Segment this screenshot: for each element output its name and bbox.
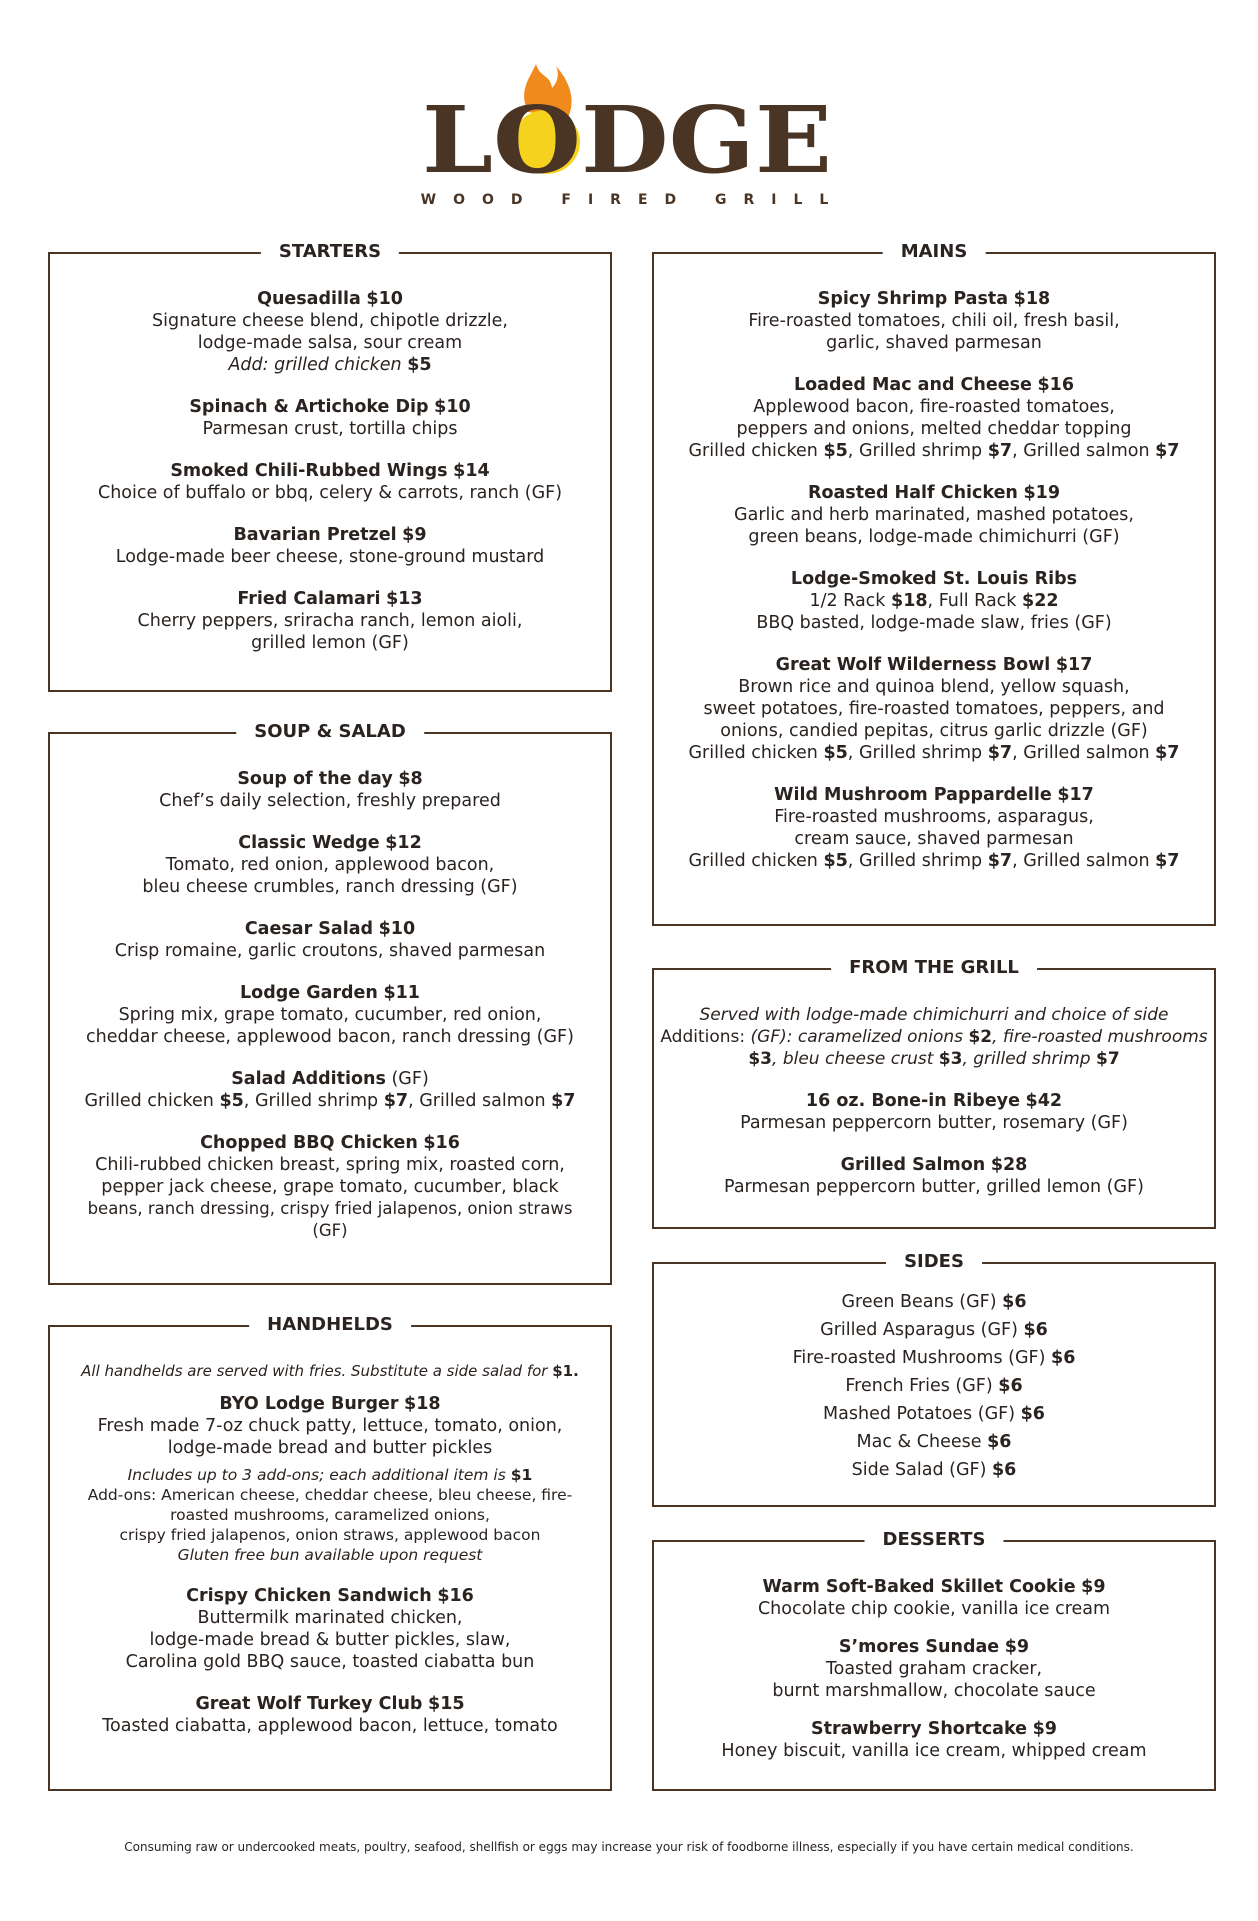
addon-label: Add: grilled chicken [228,355,402,375]
item-name: Chopped BBQ Chicken [200,1133,418,1153]
brand-tagline: WOOD FIRED GRILL [420,192,846,208]
addon-price: $5 [823,743,848,763]
side-price: $6 [987,1432,1012,1452]
item-description: burnt marshmallow, chocolate sauce [772,1681,1096,1701]
item-price: $13 [386,589,423,609]
menu-item [50,1393,610,1565]
item-description: Fresh made 7-oz chuck patty, lettuce, tomato, onion, [97,1416,563,1436]
menu-item [50,1132,610,1242]
item-description: Parmesan peppercorn butter, rosemary (GF) [740,1113,1128,1133]
item-price: $16 [1037,375,1074,395]
addon-name: Grilled chicken [688,851,818,871]
rack-price: $18 [891,591,928,611]
item-description: Chili-rubbed chicken breast, spring mix, roasted corn, [95,1155,565,1175]
item-description: pepper jack cheese, grape tomato, cucumber, black [101,1177,559,1197]
protein-addons: Grilled chicken $5, Grilled shrimp $7, Grilled salmon $7 [84,1091,576,1111]
item-name: Spicy Shrimp Pasta [817,289,1009,309]
item-name-line [654,1154,1214,1176]
item-name: Quesadilla [257,289,361,309]
item-description: Toasted graham cracker, [825,1659,1043,1679]
item-description: Fire-roasted tomatoes, chili oil, fresh basil, [748,311,1120,331]
addon-name: Grilled chicken [688,743,818,763]
section-title: FROM THE GRILL [831,957,1037,978]
side-price: $6 [998,1376,1023,1396]
item-addon [50,354,610,376]
lodge-logo-icon [410,60,850,190]
section-title: HANDHELDS [249,1314,411,1335]
item-description: garlic, shaved parmesan [826,333,1042,353]
menu-item [50,1068,610,1112]
item-description: Buttermilk marinated chicken, [197,1608,463,1628]
item-price: $17 [1055,655,1093,675]
addon-price: $7 [987,441,1013,461]
side-name: Side Salad (GF) [851,1460,987,1480]
item-name: Bavarian Pretzel [233,525,397,545]
note-price: $1. [552,1362,579,1380]
menu-item [50,918,610,962]
menu-item [50,588,610,654]
item-name-line [654,1576,1214,1598]
item-description: Spring mix, grape tomato, cucumber, red onion, [118,1005,542,1025]
item-price: $19 [1023,483,1060,503]
item-price: $9 [1004,1637,1030,1657]
item-name-line [50,768,610,790]
item-description: BBQ basted, lodge-made slaw, fries (GF) [756,613,1112,633]
item-name-line [654,1090,1214,1112]
grill-notes [654,1004,1214,1070]
item-name: Roasted Half Chicken [807,483,1018,503]
mains-section [652,241,1216,926]
item-description: beans, ranch dressing, crispy fried jalapenos, onion straws [87,1199,573,1218]
addon-price: $7 [551,1091,576,1111]
side-item [654,1428,1214,1456]
item-description: lodge-made bread and butter pickles [167,1438,493,1458]
sides-list [654,1288,1214,1484]
item-description: bleu cheese crumbles, ranch dressing (GF) [142,877,518,897]
item-name: Lodge-Smoked St. Louis Ribs [790,569,1078,589]
served-with: Served with lodge-made chimichurri and choice of side [699,1005,1169,1025]
menu-item [50,460,610,504]
item-price: $28 [990,1155,1028,1175]
item-name: S’mores Sundae [838,1637,1000,1657]
addons-line: Add-ons: American cheese, cheddar cheese, bleu cheese, fire- [87,1486,573,1504]
addon-price: $5 [823,851,848,871]
item-description: grilled lemon (GF) [251,633,409,653]
item-name-line [50,1693,610,1715]
menu-item [654,654,1214,764]
item-name-line [50,288,610,310]
item-price: $9 [1081,1577,1106,1597]
item-price: $8 [398,769,423,789]
item-description: peppers and onions, melted cheddar topping [736,419,1132,439]
item-description: sweet potatoes, fire-roasted tomatoes, peppers, and [703,699,1165,719]
item-name: Crispy Chicken Sandwich [186,1586,432,1606]
item-description: lodge-made salsa, sour cream [197,333,463,353]
side-name: Grilled Asparagus (GF) [820,1320,1018,1340]
rack-price: $22 [1022,591,1059,611]
addon-name: Grilled salmon [419,1091,546,1111]
item-description: Parmesan peppercorn butter, grilled lemon (GF) [724,1177,1144,1197]
item-description: Tomato, red onion, applewood bacon, [165,855,495,875]
addition-name: (GF): caramelized onions [750,1027,964,1047]
section-title: STARTERS [261,241,399,262]
item-name-line [654,654,1214,676]
section-title: MAINS [883,241,986,262]
sides-section [652,1251,1216,1507]
item-price: $10 [366,289,403,309]
item-name-line [50,982,610,1004]
addon-price: $7 [383,1091,409,1111]
menu-item [654,1636,1214,1702]
menu-item [50,288,610,376]
item-name-line [654,482,1214,504]
addition-price: $3 [938,1049,963,1069]
addon-price: $7 [987,851,1013,871]
side-item [654,1400,1214,1428]
menu-item [50,1693,610,1737]
addon-price: $7 [987,743,1013,763]
addon-name: Grilled salmon [1023,743,1150,763]
addon-name: Grilled shrimp [858,743,983,763]
item-name: Caesar Salad [244,919,374,939]
menu-item [654,1718,1214,1762]
side-item [654,1344,1214,1372]
item-price: $10 [434,397,471,417]
handhelds-note [50,1361,610,1381]
item-price: $9 [402,525,427,545]
mains-list [654,288,1214,872]
item-name: Fried Calamari [237,589,381,609]
item-name-line [50,1585,610,1607]
item-name: Smoked Chili-Rubbed Wings [170,461,448,481]
addon-name: Grilled salmon [1023,851,1150,871]
item-name-line [654,568,1214,590]
side-name: Fire-roasted Mushrooms (GF) [792,1348,1046,1368]
item-description: Cherry peppers, sriracha ranch, lemon aioli, [137,611,523,631]
addon-price: $5 [823,441,848,461]
note-text: All handhelds are served with fries. Substitute a side salad for [81,1362,548,1380]
item-description: Brown rice and quinoa blend, yellow squash, [738,677,1130,697]
item-description: Honey biscuit, vanilla ice cream, whipped cream [721,1741,1147,1761]
item-name: Salad Additions [231,1069,386,1089]
item-name-line [654,784,1214,806]
item-price: $15 [428,1694,465,1714]
menu-item [654,482,1214,548]
item-price: $10 [378,919,416,939]
item-name: Wild Mushroom Pappardelle [774,785,1052,805]
addon-price: $7 [1155,441,1180,461]
item-name-line [50,396,610,418]
addon-price: $7 [1155,851,1180,871]
side-price: $6 [1051,1348,1076,1368]
item-price: $9 [1032,1719,1057,1739]
item-description: Applewood bacon, fire-roasted tomatoes, [753,397,1115,417]
addon-price: $5 [219,1091,244,1111]
menu-item [50,768,610,812]
item-name-line [654,288,1214,310]
menu-item [654,288,1214,354]
side-name: French Fries (GF) [845,1376,993,1396]
footer-disclaimer: Consuming raw or undercooked meats, poultry, seafood, shellfish or eggs may increase your risk of foodborne illness, especially if you have certain medical conditions. [124,1840,1134,1854]
menu-item [654,1154,1214,1198]
side-price: $6 [1020,1404,1045,1424]
menu-item [654,1090,1214,1134]
protein-addons: Grilled chicken $5, Grilled shrimp $7, Grilled salmon $7 [688,441,1180,461]
item-name: Classic Wedge [238,833,380,853]
menu-item [50,832,610,898]
item-name-line [654,1718,1214,1740]
addon-name: Grilled shrimp [858,441,983,461]
item-name: Spinach & Artichoke Dip [189,397,429,417]
side-item [654,1456,1214,1484]
item-description: Chocolate chip cookie, vanilla ice cream [757,1599,1111,1619]
section-title: SIDES [886,1251,982,1272]
item-price: $42 [1025,1091,1063,1111]
addon-price: $7 [1155,743,1180,763]
includes-text: Includes up to 3 add-ons; each additional item is [127,1466,506,1484]
starters-list [50,288,610,654]
menu-item [654,568,1214,634]
item-description: Chef’s daily selection, freshly prepared [159,791,501,811]
item-name: Grilled Salmon [840,1155,986,1175]
additions-label: Additions: [660,1027,746,1047]
desserts-list [654,1576,1214,1762]
menu-item [50,982,610,1048]
side-item [654,1316,1214,1344]
grill-additions: Additions: (GF): caramelized onions $2, fire-roasted mushrooms $3, bleu cheese crust $3, grilled shrimp $7 [660,1027,1208,1069]
side-price: $6 [1023,1320,1048,1340]
side-item [654,1372,1214,1400]
item-name-line [50,588,610,610]
addition-name: fire-roasted mushrooms [1002,1027,1208,1047]
item-price: $16 [423,1133,460,1153]
menu-item [654,374,1214,462]
desserts-section [652,1529,1216,1791]
menu-item [50,396,610,440]
item-description: lodge-made bread & butter pickles, slaw, [149,1630,511,1650]
item-name-line [654,374,1214,396]
item-description: green beans, lodge-made chimichurri (GF) [748,527,1120,547]
soup-salad-section [48,721,612,1285]
item-name: 16 oz. Bone-in Ribeye [805,1091,1020,1111]
item-description: Carolina gold BBQ sauce, toasted ciabatta bun [125,1652,535,1672]
item-description: Fire-roasted mushrooms, asparagus, [774,807,1094,827]
item-name: Warm Soft-Baked Skillet Cookie [762,1577,1076,1597]
side-price: $6 [1002,1292,1027,1312]
section-title: DESSERTS [865,1529,1004,1550]
item-name: Great Wolf Turkey Club [195,1694,423,1714]
addon-name: Grilled shrimp [254,1091,379,1111]
item-name: Great Wolf Wilderness Bowl [775,655,1051,675]
rack-label: 1/2 Rack [809,591,886,611]
logo [0,60,1258,220]
item-name: Loaded Mac and Cheese [793,375,1032,395]
menu-item [654,1576,1214,1620]
addons-line: crispy fried jalapenos, onion straws, applewood bacon [119,1526,541,1544]
addition-name: grilled shrimp [973,1049,1091,1069]
item-price: $18 [1013,289,1051,309]
addon-name: Grilled chicken [688,441,818,461]
menu-item [50,524,610,568]
protein-addons: Grilled chicken $5, Grilled shrimp $7, Grilled salmon $7 [688,851,1180,871]
menu-item [654,784,1214,872]
item-description: Crisp romaine, garlic croutons, shaved parmesan [114,941,546,961]
item-description: Choice of buffalo or bbq, celery & carrots, ranch (GF) [97,483,563,503]
item-name: Soup of the day [237,769,393,789]
handhelds-section [48,1314,612,1791]
gluten-free-note: Gluten free bun available upon request [177,1546,483,1564]
grill-section [652,957,1216,1229]
ribs-prices: 1/2 Rack $18, Full Rack $22 [809,591,1059,611]
item-name-line [50,918,610,940]
item-name-line [50,460,610,482]
item-description: cream sauce, shaved parmesan [794,829,1074,849]
item-description: Signature cheese blend, chipotle drizzle, [152,311,508,331]
item-description: cheddar cheese, applewood bacon, ranch dressing (GF) [86,1027,574,1047]
item-description: (GF) [312,1221,348,1240]
addon-name: Grilled salmon [1023,441,1150,461]
grill-list [654,1004,1214,1198]
item-description: Parmesan crust, tortilla chips [202,419,458,439]
item-name: BYO Lodge Burger [219,1394,399,1414]
menu-item [50,1585,610,1673]
item-price: $14 [453,461,490,481]
rack-label: Full Rack [938,591,1017,611]
handhelds-list [50,1361,610,1737]
side-price: $6 [992,1460,1017,1480]
item-suffix: (GF) [391,1069,429,1089]
item-price: $11 [383,983,420,1003]
includes-price: $1 [510,1466,533,1484]
item-description: Lodge-made beer cheese, stone-ground mustard [115,547,545,567]
item-description: onions, candied pepitas, citrus garlic drizzle (GF) [720,721,1148,741]
addition-price: $7 [1095,1049,1120,1069]
addition-name: bleu cheese crust [782,1049,934,1069]
item-name-line [50,1393,610,1415]
addition-price: $3 [748,1049,773,1069]
item-description: Toasted ciabatta, applewood bacon, lettuce, tomato [102,1716,558,1736]
item-name-line [654,1636,1214,1658]
item-name-line [50,832,610,854]
item-name: Lodge Garden [240,983,378,1003]
addon-name: Grilled shrimp [858,851,983,871]
item-price: $17 [1057,785,1094,805]
starters-section [48,241,612,692]
item-price: $16 [437,1586,474,1606]
addon-price: $5 [407,355,432,375]
item-name: Strawberry Shortcake [811,1719,1028,1739]
side-item [654,1288,1214,1316]
addons-line: roasted mushrooms, caramelized onions, [170,1506,490,1524]
side-name: Mashed Potatoes (GF) [823,1404,1016,1424]
burger-includes [50,1465,610,1485]
item-name-line [50,524,610,546]
addon-name: Grilled chicken [84,1091,214,1111]
side-name: Mac & Cheese [856,1432,982,1452]
item-price: $12 [385,833,422,853]
item-name-line [50,1068,610,1090]
item-name-line [50,1132,610,1154]
protein-addons: Grilled chicken $5, Grilled shrimp $7, Grilled salmon $7 [688,743,1180,763]
brand-name: LODGE [422,86,832,190]
addition-price: $2 [968,1027,993,1047]
side-name: Green Beans (GF) [841,1292,997,1312]
item-description: Garlic and herb marinated, mashed potatoes, [734,505,1134,525]
soup-salad-list [50,768,610,1242]
section-title: SOUP & SALAD [236,721,424,742]
item-price: $18 [404,1394,441,1414]
